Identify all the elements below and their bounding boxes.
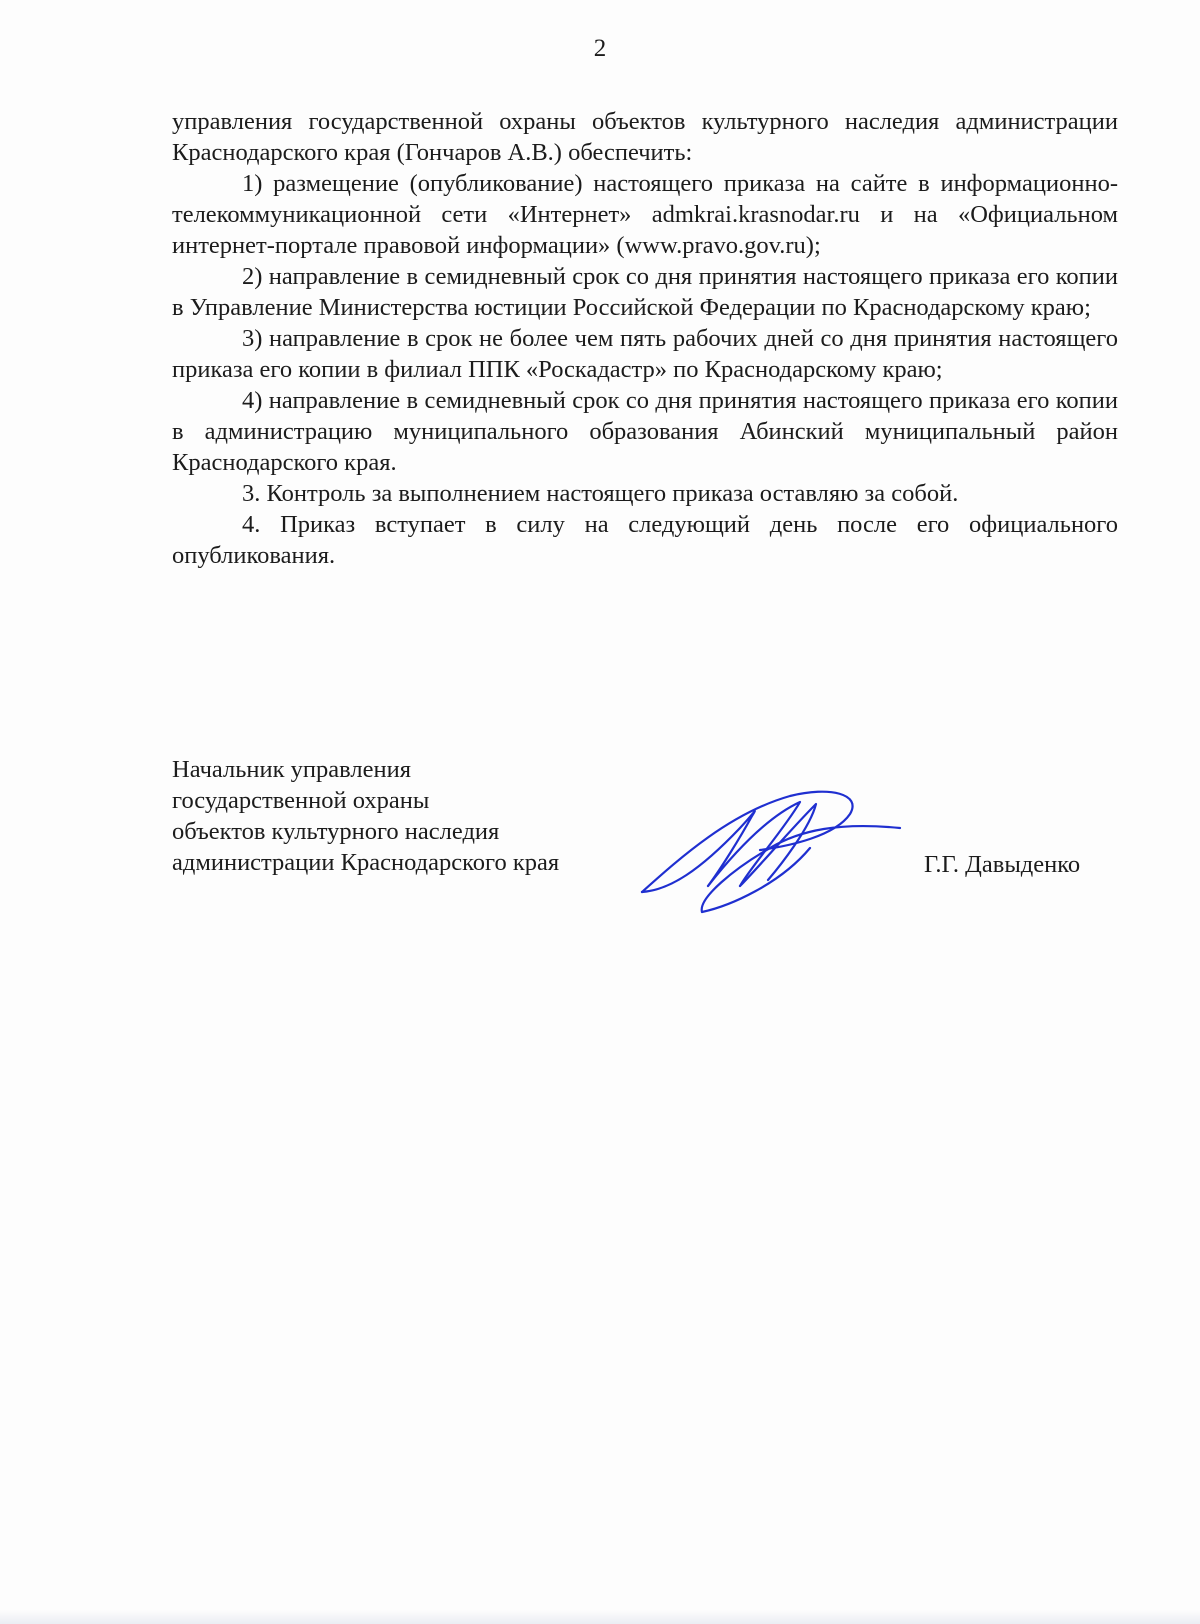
scan-edge xyxy=(0,1610,1200,1624)
page-number: 2 xyxy=(593,35,607,62)
paragraph-item-1: 1) размещение (опубликование) настоящего приказа на сайте в информационно-телекоммуникационной сети «Интернет» admkrai.krasnodar.ru и на «Официальном интернет-портале правовой информации» (www.pravo.gov.ru); xyxy=(172,170,1118,259)
paragraph-item-4: 4) направление в семидневный срок со дня принятия настоящего приказа его копии в администрацию муниципального образования Абинский муниципальный район Краснодарского края. xyxy=(172,387,1118,476)
signatory-name: Г.Г. Давыденко xyxy=(924,851,1081,878)
paragraph-control: 3. Контроль за выполнением настоящего приказа оставляю за собой. xyxy=(242,480,959,507)
signatory-title xyxy=(172,754,559,878)
signatory-title-line: объектов культурного наследия xyxy=(172,818,500,845)
paragraph-item-2: 2) направление в семидневный срок со дня принятия настоящего приказа его копии в Управление Министерства юстиции Российской Федерации по Краснодарскому краю; xyxy=(172,263,1118,321)
paragraph-effect: 4. Приказ вступает в силу на следующий день после его официального опубликования. xyxy=(172,511,1118,569)
paragraph-item-3: 3) направление в срок не более чем пять рабочих дней со дня принятия настоящего приказа его копии в филиал ППК «Роскадастр» по Краснодарскому краю; xyxy=(172,325,1118,383)
paragraph-continuation: управления государственной охраны объектов культурного наследия администрации Краснодарского края (Гончаров А.В.) обеспечить: xyxy=(172,108,1118,166)
signatory-title-line: Начальник управления xyxy=(172,756,411,783)
signatory-title-line: государственной охраны xyxy=(172,787,430,814)
signatory-title-line: администрации Краснодарского края xyxy=(172,849,560,876)
document-body xyxy=(172,106,1118,571)
handwritten-signature xyxy=(640,788,940,918)
